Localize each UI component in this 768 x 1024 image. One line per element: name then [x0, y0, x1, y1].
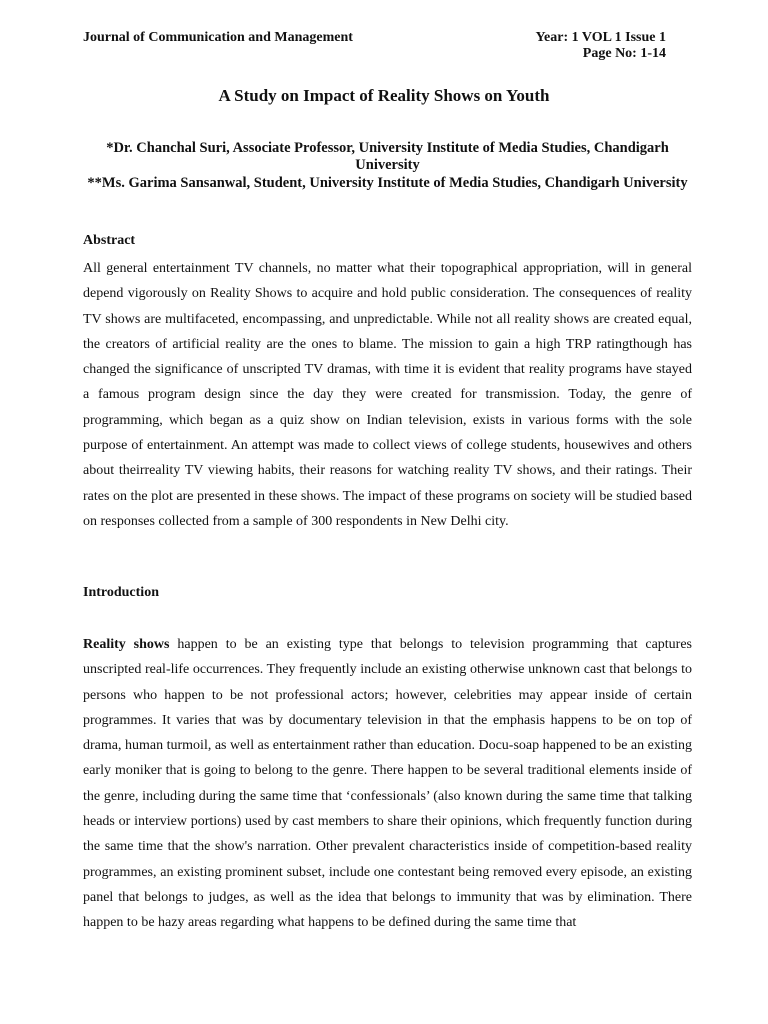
author-1: *Dr. Chanchal Suri, Associate Professor, University Institute of Media Studies, Chandigarh University: [106, 140, 669, 173]
page-range: Page No: 1-14: [582, 46, 666, 61]
abstract-heading: Abstract: [83, 233, 136, 248]
introduction-heading: Introduction: [83, 585, 159, 600]
abstract-text: All general entertainment TV channels, no matter what their topographical appropriation, will in general depend vigorously on Reality Shows to acquire and hold public consideration. The consequences of reality TV shows are multifaceted, encompassing, and unpredictable. While not all reality shows are created equal, the creators of artificial reality are the ones to blame. The mission to gain a high TRP ratingthough has changed the significance of unscripted TV dramas, with time it is evident that reality programs have stayed a famous program design since the day they were created for transmission. Today, the genre of programming, which began as a quiz show on Indian television, exists in various forms with the sole purpose of entertainment. An attempt was made to collect views of college students, housewives and others about theirreality TV viewing habits, their reasons for watching reality TV shows, and their ratings. Their rates on the plot are presented in these shows. The impact of these programs on society will be studied based on responses collected from a sample of 300 respondents in New Delhi city.: [83, 261, 692, 529]
introduction-lead-term: Reality shows: [83, 637, 170, 652]
journal-name: Journal of Communication and Management: [83, 30, 353, 45]
volume-info: Year: 1 VOL 1 Issue 1: [535, 30, 666, 45]
paper-title: A Study on Impact of Reality Shows on Youth: [218, 86, 550, 105]
issue-info: [535, 30, 666, 62]
author-2: **Ms. Garima Sansanwal, Student, University Institute of Media Studies, Chandigarh University: [87, 175, 688, 191]
introduction-body: happen to be an existing type that belongs to television programming that captures unscripted real-life occurrences. They frequently include an existing otherwise unknown cast that belongs to persons who happen to be not professional actors; however, celebrities may appear inside of certain programmes. It varies that was by documentary television in that the emphasis happens to be on top of drama, human turmoil, as well as entertainment rather than education. Docu-soap happened to be an existing early moniker that is going to belong to the genre. There happen to be several traditional elements inside of the genre, including during the same time that ‘confessionals’ (also known during the same time that talking heads or interview portions) used by cast members to share their opinions, which frequently function during the same time that the show's narration. Other prevalent characteristics inside of competition-based reality programmes, an existing prominent subset, include one contestant being removed every episode, an existing panel that belongs to judges, as well as the idea that belongs to immunity that was by elimination. There happen to be hazy areas regarding what happens to be defined during the same time that: [83, 637, 693, 931]
introduction-text: [83, 632, 692, 936]
